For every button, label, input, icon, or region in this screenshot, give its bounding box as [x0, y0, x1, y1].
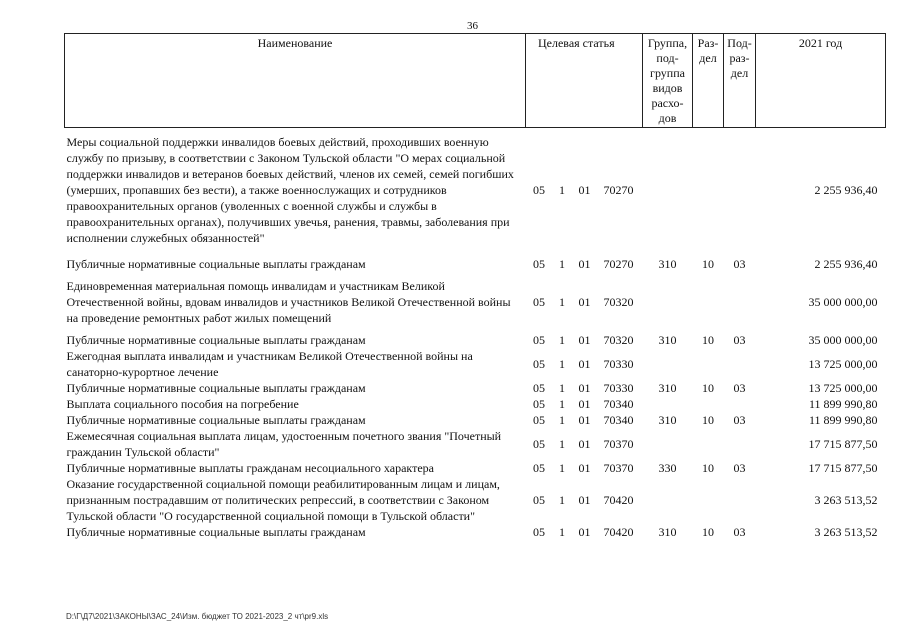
code-event: 01: [578, 381, 591, 395]
code-event: 01: [578, 333, 591, 347]
code-subprogram: 1: [559, 333, 565, 347]
header-year: 2021 год: [756, 34, 886, 128]
table-row: [65, 380, 886, 396]
expense-group: 310: [658, 333, 677, 347]
budget-table: [64, 33, 886, 540]
code-program: 05: [533, 525, 545, 539]
amount-2021: 17 715 877,50: [808, 437, 878, 451]
code-direction: 70370: [603, 437, 634, 451]
code-subprogram: 1: [559, 461, 565, 475]
expense-group: 310: [658, 257, 677, 271]
amount-2021: 3 263 513,52: [814, 493, 878, 507]
row-name: Публичные нормативные социальные выплаты гражданам: [66, 257, 366, 271]
table-row: [65, 524, 886, 540]
code-subprogram: 1: [559, 437, 565, 451]
row-name: Единовременная материальная помощь инвалидам и участникам Великой Отечественной войны, вдовам инвалидов и участников Великой Отечественной войны на проведение ремонтных работ жилых помещений: [66, 279, 511, 325]
code-program: 05: [533, 461, 545, 475]
table-row: [65, 476, 886, 524]
code-subprogram: 1: [559, 357, 565, 371]
code-subprogram: 1: [559, 397, 565, 411]
code-program: 05: [533, 381, 545, 395]
header-name: Наименование: [65, 34, 526, 128]
section: [693, 428, 724, 460]
subsection: 03: [733, 381, 746, 395]
row-name: Публичные нормативные социальные выплаты гражданам: [66, 413, 366, 427]
amount-2021: 13 725 000,00: [808, 381, 878, 395]
code-program: 05: [533, 493, 545, 507]
code-program: 05: [533, 295, 545, 309]
amount-2021: 2 255 936,40: [814, 183, 878, 197]
code-direction: 70420: [603, 493, 634, 507]
code-direction: 70340: [603, 397, 634, 411]
row-name: Выплата социального пособия на погребение: [66, 397, 299, 411]
subsection: 03: [733, 333, 746, 347]
expense-group: [643, 396, 693, 412]
code-event: 01: [578, 413, 591, 427]
subsection: [724, 396, 756, 412]
section: 10: [702, 525, 715, 539]
footer-file-path: D:\Г\Д7\2021\ЗАКОНЫ\ЗАС_24\Изм. бюджет ТО 2021-2023_2 чт\pr9.xls: [66, 612, 329, 621]
table-row: [65, 332, 886, 348]
header-expense-group: Группа, под- группа видов расхо- дов: [643, 34, 693, 128]
section: [693, 134, 724, 246]
code-program: 05: [533, 437, 545, 451]
section: [693, 278, 724, 326]
table-row: [65, 256, 886, 272]
code-direction: 70270: [603, 257, 634, 271]
expense-group: [643, 278, 693, 326]
code-direction: 70370: [603, 461, 634, 475]
code-event: 01: [578, 437, 591, 451]
subsection: [724, 278, 756, 326]
code-event: 01: [578, 295, 591, 309]
subsection: 03: [733, 461, 746, 475]
header-subsection: Под- раз- дел: [724, 34, 756, 128]
amount-2021: 35 000 000,00: [808, 333, 878, 347]
expense-group: 310: [658, 381, 677, 395]
table-row: [65, 348, 886, 380]
table-row: [65, 412, 886, 428]
code-event: 01: [578, 461, 591, 475]
subsection: [724, 134, 756, 246]
section: 10: [702, 381, 715, 395]
section: [693, 396, 724, 412]
code-program: 05: [533, 413, 545, 427]
code-subprogram: 1: [559, 257, 565, 271]
row-name: Публичные нормативные социальные выплаты гражданам: [66, 525, 366, 539]
table-header: [65, 34, 886, 128]
table-row: [65, 428, 886, 460]
code-direction: 70340: [603, 413, 634, 427]
section: [693, 348, 724, 380]
row-name: Ежемесячная социальная выплата лицам, удостоенным почетного звания "Почетный гражданин Тульской области": [66, 429, 502, 459]
code-direction: 70320: [603, 295, 634, 309]
table-body: [65, 128, 886, 541]
section: 10: [702, 257, 715, 271]
row-name: Публичные нормативные социальные выплаты гражданам: [66, 381, 366, 395]
row-name: Оказание государственной социальной помощи реабилитированным лицам и лицам, признанным пострадавшим от политических репрессий, в соответствии с Законом Тульской области "О государственной социальной помощи в Тульской области": [66, 477, 500, 523]
code-direction: 70270: [603, 183, 634, 197]
code-subprogram: 1: [559, 525, 565, 539]
header-section: Раз- дел: [693, 34, 724, 128]
subsection: 03: [733, 525, 746, 539]
table-row: [65, 460, 886, 476]
section: [693, 476, 724, 524]
code-program: 05: [533, 357, 545, 371]
amount-2021: 13 725 000,00: [808, 357, 878, 371]
subsection: [724, 428, 756, 460]
expense-group: 310: [658, 525, 677, 539]
code-direction: 70420: [603, 525, 634, 539]
code-program: 05: [533, 183, 545, 197]
code-subprogram: 1: [559, 295, 565, 309]
code-subprogram: 1: [559, 183, 565, 197]
page-number: 36: [467, 20, 478, 32]
code-event: 01: [578, 493, 591, 507]
amount-2021: 35 000 000,00: [808, 295, 878, 309]
subsection: 03: [733, 257, 746, 271]
code-event: 01: [578, 397, 591, 411]
amount-2021: 17 715 877,50: [808, 461, 878, 475]
code-subprogram: 1: [559, 493, 565, 507]
amount-2021: 11 899 990,80: [808, 413, 878, 427]
subsection: 03: [733, 413, 746, 427]
amount-2021: 3 263 513,52: [814, 525, 878, 539]
code-direction: 70330: [603, 357, 634, 371]
code-program: 05: [533, 333, 545, 347]
expense-group: [643, 428, 693, 460]
expense-group: [643, 134, 693, 246]
code-event: 01: [578, 357, 591, 371]
section: 10: [702, 461, 715, 475]
subsection: [724, 476, 756, 524]
table-row: [65, 134, 886, 246]
row-name: Публичные нормативные социальные выплаты гражданам: [66, 333, 366, 347]
code-event: 01: [578, 183, 591, 197]
expense-group: 330: [658, 461, 677, 475]
amount-2021: 11 899 990,80: [808, 397, 878, 411]
code-direction: 70320: [603, 333, 634, 347]
expense-group: [643, 348, 693, 380]
amount-2021: 2 255 936,40: [814, 257, 878, 271]
row-name: Ежегодная выплата инвалидам и участникам Великой Отечественной войны на санаторно-курортное лечение: [66, 349, 473, 379]
row-name: Публичные нормативные выплаты гражданам несоциального характера: [66, 461, 434, 475]
code-program: 05: [533, 257, 545, 271]
row-name: Меры социальной поддержки инвалидов боевых действий, проходивших военную службу по призыву, в соответствии с Законом Тульской области "О мерах социальной поддержки инвалидов и ветеранов боевых действий, членов их семей, семей погибших (умерших, пропавших без вести), а также военнослужащих и сотрудников правоохранительных органов (уволенных с военной службы и службы в правоохранительных органах), получивших увечья, ранения, травмы, заболевания при исполнении служебных обязанностей": [66, 135, 514, 245]
subsection: [724, 348, 756, 380]
code-subprogram: 1: [559, 381, 565, 395]
table-row: [65, 278, 886, 326]
code-direction: 70330: [603, 381, 634, 395]
code-program: 05: [533, 397, 545, 411]
section: 10: [702, 413, 715, 427]
code-event: 01: [578, 257, 591, 271]
expense-group: [643, 476, 693, 524]
header-target-article: Целевая статья: [526, 34, 643, 128]
table-row: [65, 396, 886, 412]
expense-group: 310: [658, 413, 677, 427]
section: 10: [702, 333, 715, 347]
code-event: 01: [578, 525, 591, 539]
code-subprogram: 1: [559, 413, 565, 427]
